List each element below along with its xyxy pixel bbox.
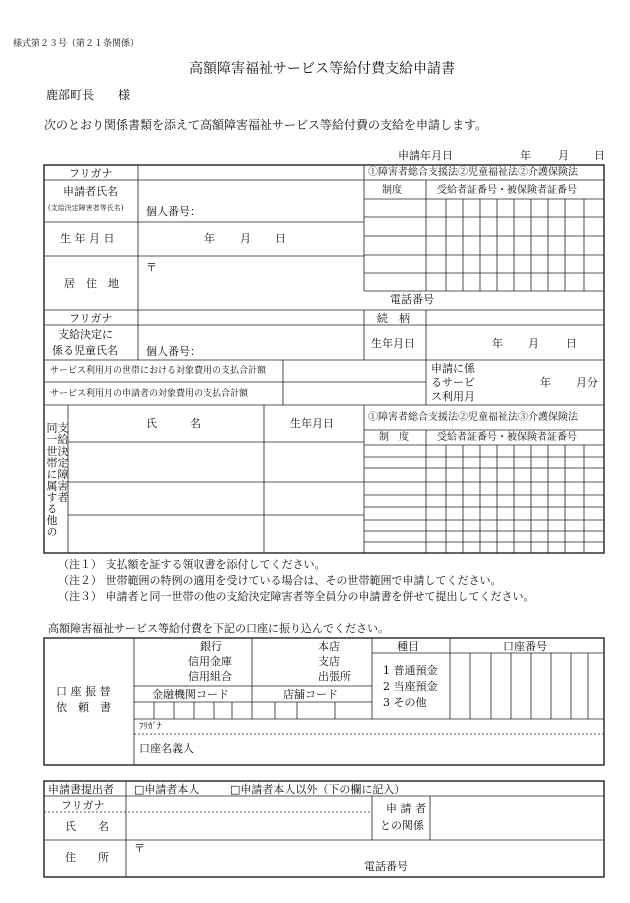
bank-side-label-2: 依 頼 書 bbox=[56, 701, 111, 714]
addressee: 鹿部町長 様 bbox=[46, 88, 131, 102]
bank-type-shinkin[interactable]: 信用金庫 bbox=[188, 655, 232, 668]
child-personal-number-label[interactable]: 個人番号： bbox=[146, 345, 201, 358]
bank-intro: 高額障害福祉サービス等給付費を下記の口座に振り込んでください。 bbox=[48, 622, 389, 635]
household-side-label-1: 同一世帯に属する他の bbox=[45, 422, 58, 538]
branch-type-branch[interactable]: 支店 bbox=[318, 655, 340, 668]
application-date-label: 申請年月日 bbox=[398, 149, 453, 162]
applicant-law-header: ①障害者総合支援法②児童福祉法②介護保険法 bbox=[368, 167, 578, 178]
household-total-label: サービス利用月の世帯における対象費用の支払合計額 bbox=[50, 366, 267, 376]
account-type-header: 種目 bbox=[397, 640, 419, 653]
household-law-header: ①障害者総合支援法②児童福祉法③介護保険法 bbox=[368, 412, 578, 423]
submitter-phone-label[interactable]: 電話番号 bbox=[364, 860, 408, 873]
child-birth-year[interactable]: 年 bbox=[492, 337, 503, 350]
account-number-header: 口座番号 bbox=[503, 640, 547, 653]
household-cert-label: 受給者証番号・被保険者証番号 bbox=[437, 432, 577, 443]
applicant-cert-label: 受給者証番号・被保険者証番号 bbox=[437, 185, 577, 196]
child-birth-label: 生年月日 bbox=[371, 337, 415, 350]
household-birth-header: 生年月日 bbox=[290, 417, 334, 430]
note-3: （注３） 申請者と同一世帯の他の支給決定障害者等全員分の申請書を併せて提出してください。 bbox=[58, 590, 535, 603]
branch-type-main[interactable]: 本店 bbox=[318, 640, 340, 653]
bank-type-bank[interactable]: 銀行 bbox=[200, 640, 222, 653]
form-number: 様式第２３号（第２１条関係） bbox=[13, 39, 140, 49]
submitter-option-self[interactable]: □申請者本人 bbox=[134, 783, 200, 796]
household-system-label: 制 度 bbox=[379, 432, 409, 443]
bank-type-kumiai[interactable]: 信用組合 bbox=[188, 670, 232, 683]
account-type-other[interactable]: 3 その他 bbox=[383, 696, 427, 709]
submitter-postal-mark[interactable]: 〒 bbox=[134, 842, 145, 855]
applicant-birth-label: 生 年 月 日 bbox=[60, 232, 115, 245]
service-month-month[interactable]: 月分 bbox=[576, 376, 598, 389]
note-2: （注２） 世帯範囲の特例の適用を受けている場合は、その世帯範囲で申請してください。 bbox=[58, 574, 502, 587]
submitter-label: 申請書提出者 bbox=[48, 783, 114, 796]
service-month-label-2: るサービ bbox=[431, 376, 475, 389]
child-label-line1: 支給決定に bbox=[58, 328, 113, 341]
applicant-phone-label[interactable]: 電話番号 bbox=[390, 293, 434, 306]
household-side-label-2: 支給決定障害者 bbox=[56, 422, 69, 503]
household-name-header: 氏 名 bbox=[146, 417, 201, 430]
submitter-address-label: 住 所 bbox=[65, 851, 109, 864]
submitter-relation-line1: 申 請 者 bbox=[386, 802, 426, 815]
child-furigana-label: フリガナ bbox=[69, 312, 113, 325]
service-month-year[interactable]: 年 bbox=[540, 376, 551, 389]
applicant-address-label: 居 住 地 bbox=[64, 277, 119, 290]
applicant-name-note: (支給決定障害者等氏名) bbox=[48, 204, 124, 212]
child-birth-month[interactable]: 月 bbox=[528, 337, 539, 350]
applicant-total-label: サービス利用月の申請者の対象費用の支払合計額 bbox=[50, 389, 249, 399]
applicant-postal-mark[interactable]: 〒 bbox=[146, 261, 157, 274]
account-type-current[interactable]: 2 当座預金 bbox=[383, 680, 438, 693]
child-label-line2: 係る児童氏名 bbox=[52, 344, 118, 357]
applicant-birth-year[interactable]: 年 bbox=[204, 232, 215, 245]
applicant-birth-month[interactable]: 月 bbox=[240, 232, 251, 245]
bank-side-label-1: 口 座 振 替 bbox=[56, 685, 111, 698]
applicant-furigana-label: フリガナ bbox=[69, 167, 113, 180]
holder-name-label: 口座名義人 bbox=[139, 742, 194, 755]
branch-type-sub[interactable]: 出張所 bbox=[318, 670, 351, 683]
holder-furigana-label: ﾌﾘｶﾞﾅ bbox=[139, 722, 162, 732]
intro-text: 次のとおり関係書類を添えて高額障害福祉サービス等給付費の支給を申請します。 bbox=[44, 118, 488, 132]
service-month-label-1: 申請に係 bbox=[431, 362, 475, 375]
service-month-label-3: ス利用月 bbox=[431, 390, 475, 403]
child-relation-label: 続 柄 bbox=[377, 312, 410, 325]
applicant-personal-number-label[interactable]: 個人番号： bbox=[146, 205, 201, 218]
application-date-month[interactable]: 月 bbox=[558, 149, 569, 162]
submitter-furigana-label: フリガナ bbox=[61, 799, 105, 812]
applicant-birth-day[interactable]: 日 bbox=[275, 232, 286, 245]
submitter-relation-line2: との関係 bbox=[380, 819, 424, 832]
application-date-year[interactable]: 年 bbox=[520, 149, 531, 162]
applicant-name-label: 申請者氏名 bbox=[63, 185, 118, 198]
applicant-system-label: 制度 bbox=[382, 185, 402, 196]
branch-code-label: 店舗コード bbox=[283, 688, 338, 701]
account-type-ordinary[interactable]: 1 普通預金 bbox=[383, 664, 438, 677]
application-date-day[interactable]: 日 bbox=[594, 149, 605, 162]
submitter-option-other[interactable]: □申請者本人以外（下の欄に記入） bbox=[230, 783, 406, 796]
child-birth-day[interactable]: 日 bbox=[566, 337, 577, 350]
form-title: 高額障害福祉サービス等給付費支給申請書 bbox=[189, 61, 455, 77]
institution-code-label: 金融機関コード bbox=[152, 688, 229, 701]
submitter-name-label: 氏 名 bbox=[65, 820, 109, 833]
note-1: （注１） 支払額を証する領収書を添付してください。 bbox=[58, 558, 326, 571]
